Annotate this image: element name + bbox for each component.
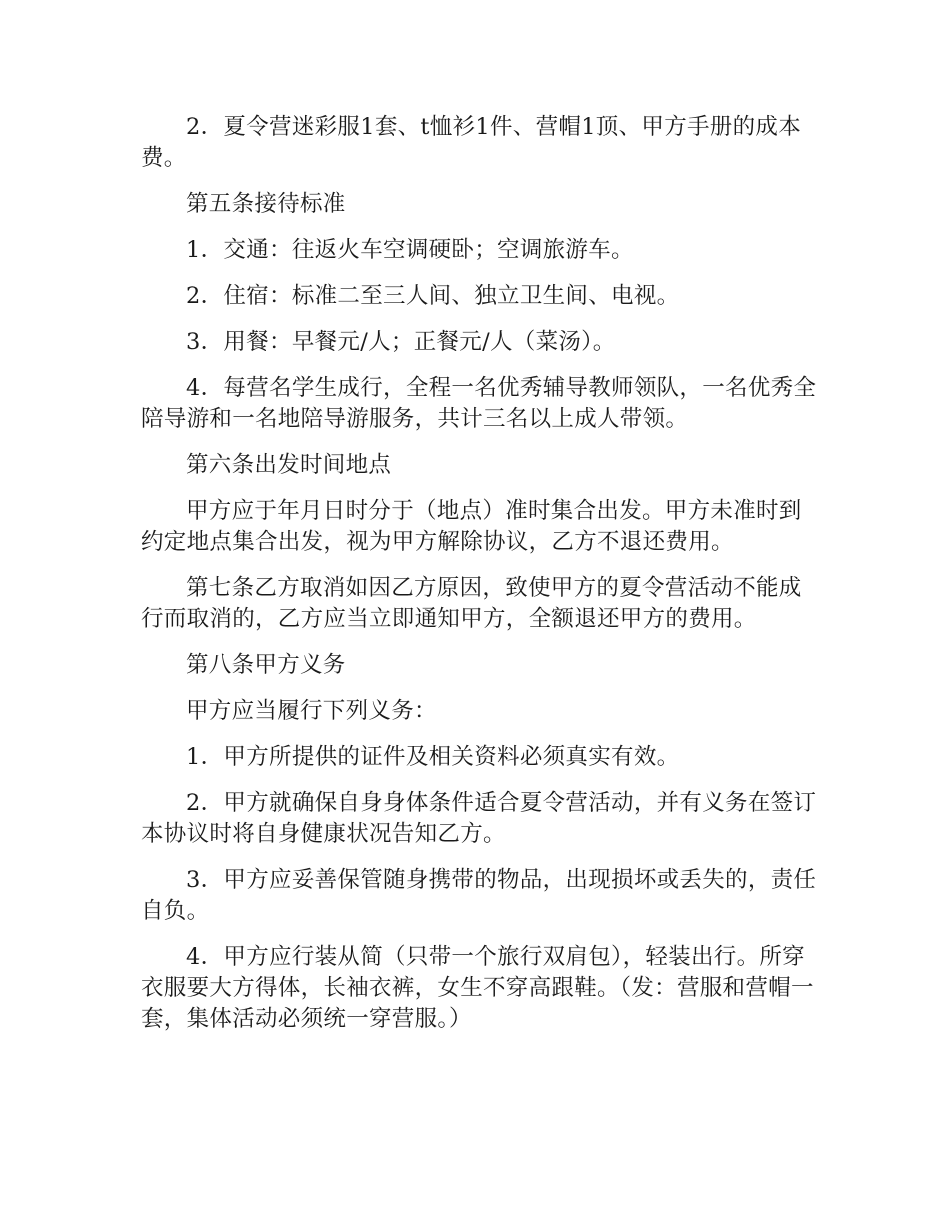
document-body <box>141 112 821 1050</box>
paragraph-lodging: 2．住宿：标准二至三人间、独立卫生间、电视。 <box>186 283 680 309</box>
paragraph-transport: 1．交通：往返火车空调硬卧；空调旅游车。 <box>186 237 634 263</box>
heading-article-5: 第五条接待标准 <box>186 191 346 217</box>
heading-article-6: 第六条出发时间地点 <box>186 452 392 478</box>
paragraph-guides: 4．每营名学生成行，全程一名优秀辅导教师领队，一名优秀全陪导游和一名地陪导游服务，共计三名以上成人带领。 <box>141 375 817 432</box>
paragraph-uniform-cost: 2．夏令营迷彩服1套、t恤衫1件、营帽1顶、甲方手册的成本费。 <box>141 114 802 171</box>
paragraph-obligation-2: 2．甲方就确保自身身体条件适合夏令营活动，并有义务在签订本协议时将自身健康状况告知乙方。 <box>141 790 817 847</box>
paragraph-meals: 3．用餐：早餐元/人；正餐元/人（菜汤）。 <box>186 329 616 355</box>
paragraph-obligation-3: 3．甲方应妥善保管随身携带的物品，出现损坏或丢失的，责任自负。 <box>141 867 817 924</box>
paragraph-article-7-cancellation: 第七条乙方取消如因乙方原因，致使甲方的夏令营活动不能成行而取消的，乙方应当立即通知甲方，全额退还甲方的费用。 <box>141 575 802 632</box>
paragraph-obligations-intro: 甲方应当履行下列义务： <box>186 698 437 724</box>
paragraph-departure: 甲方应于年月日时分于（地点）准时集合出发。甲方未准时到约定地点集合出发，视为甲方解除协议，乙方不退还费用。 <box>141 498 802 555</box>
paragraph-obligation-4: 4．甲方应行装从简（只带一个旅行双肩包），轻装出行。所穿衣服要大方得体，长袖衣裤，女生不穿高跟鞋。（发：营服和营帽一套，集体活动必须统一穿营服。） <box>141 944 814 1032</box>
paragraph-obligation-1: 1．甲方所提供的证件及相关资料必须真实有效。 <box>186 744 680 770</box>
heading-article-8: 第八条甲方义务 <box>186 652 346 678</box>
